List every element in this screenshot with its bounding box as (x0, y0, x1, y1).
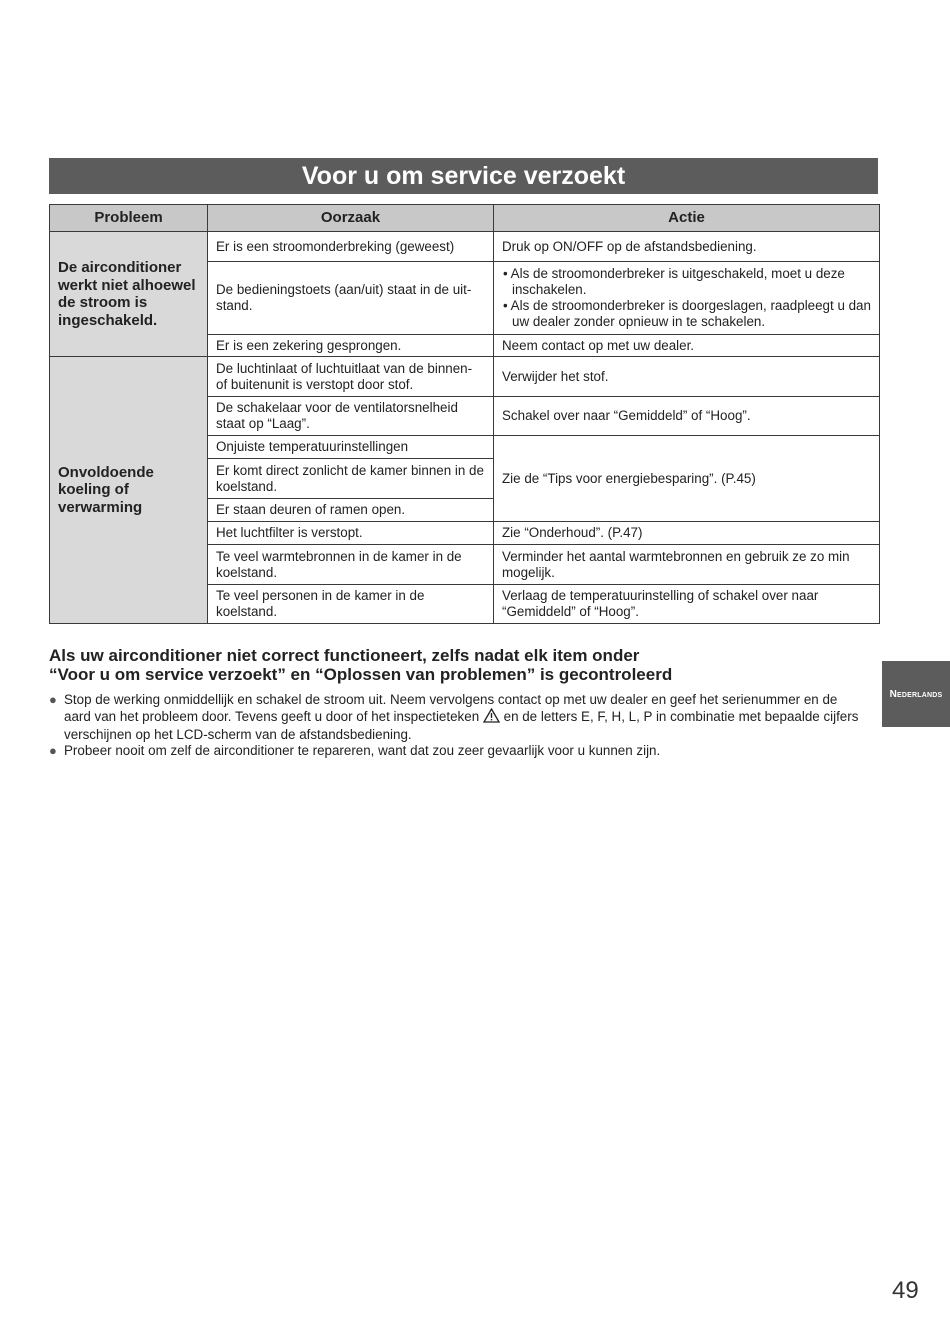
cause-cell: Het luchtfilter is verstopt. (208, 522, 494, 545)
action-cell (494, 262, 880, 335)
bullet-text-part: Stop de werking onmiddellijk en schakel de stroom uit. Neem vervolgens contact op met uw dealer en geef het serienummer en de aard van het probleem door. Tevens geeft u door of het inspectieteken (64, 692, 838, 724)
header-actie: Actie (494, 205, 880, 232)
table-row (50, 357, 880, 397)
table-row (50, 232, 880, 262)
cause-cell: Onjuiste temperatuurinstellingen (208, 436, 494, 459)
list-item: • Als de stroomonderbreker is doorgeslagen, raadpleegt u dan uw dealer zonder opnieuw in te schakelen. (503, 298, 871, 329)
cause-cell: De schakelaar voor de ventilatorsnelheid staat op “Laag”. (208, 397, 494, 436)
notice-bullets (49, 692, 864, 759)
header-oorzaak: Oorzaak (208, 205, 494, 232)
cause-cell: Te veel warmtebronnen in de kamer in de koelstand. (208, 545, 494, 585)
list-item (49, 692, 864, 743)
header-probleem: Probleem (50, 205, 208, 232)
warning-triangle-icon (483, 708, 500, 727)
action-cell: Verlaag de temperatuurinstelling of schakel over naar “Gemiddeld” of “Hoog”. (494, 585, 880, 624)
list-item: • Als de stroomonderbreker is uitgeschakeld, moet u deze inschakelen. (503, 266, 845, 297)
bullet-text: Probeer nooit om zelf de airconditioner te repareren, want dat zou zeer gevaarlijk voor u kunnen zijn. (64, 743, 661, 758)
cause-cell: De luchtinlaat of luchtuitlaat van de binnen- of buitenunit is verstopt door stof. (208, 357, 494, 397)
table-header-row (50, 205, 880, 232)
action-cell: Verminder het aantal warmtebronnen en gebruik ze zo min mogelijk. (494, 545, 880, 585)
problem-cell: De airconditioner werkt niet alhoewel de stroom is ingeschakeld. (50, 232, 208, 357)
action-cell: Neem contact op met uw dealer. (494, 335, 880, 357)
notice-heading-line: “Voor u om service verzoekt” en “Oplossen van problemen” is gecontroleerd (49, 665, 673, 684)
action-cell: Zie “Onderhoud”. (P.47) (494, 522, 880, 545)
bullet-text (64, 692, 864, 743)
cause-cell: De bedieningstoets (aan/uit) staat in de uit-stand. (208, 262, 494, 335)
bullet-icon: ● (49, 743, 57, 758)
list-item (49, 743, 864, 759)
page-number: 49 (892, 1277, 919, 1304)
action-cell: Schakel over naar “Gemiddeld” of “Hoog”. (494, 397, 880, 436)
cause-cell: Er komt direct zonlicht de kamer binnen in de koelstand. (208, 459, 494, 499)
bullet-icon: ● (49, 692, 57, 707)
cause-cell: Er is een zekering gesprongen. (208, 335, 494, 357)
action-list (502, 266, 871, 330)
action-cell: Druk op ON/OFF op de afstandsbediening. (494, 232, 880, 262)
notice-heading-line: Als uw airconditioner niet correct functioneert, zelfs nadat elk item onder (49, 646, 640, 665)
cause-cell: Er staan deuren of ramen open. (208, 499, 494, 522)
notice-heading (49, 646, 879, 684)
language-tab: Nederlands (882, 661, 950, 727)
problem-cell: Onvoldoende koeling of verwarming (50, 357, 208, 624)
bullet-text-part: en de letters E, F, H, L, P in combinatie met bepaalde cijfers verschijnen op het LCD-scherm van de afstandsbediening. (64, 709, 859, 742)
troubleshooting-table (49, 204, 880, 624)
cause-cell: Er is een stroomonderbreking (geweest) (208, 232, 494, 262)
action-cell: Verwijder het stof. (494, 357, 880, 397)
cause-cell: Te veel personen in de kamer in de koelstand. (208, 585, 494, 624)
action-cell: Zie de “Tips voor energiebesparing”. (P.45) (494, 436, 880, 522)
page-title: Voor u om service verzoekt (49, 158, 878, 194)
